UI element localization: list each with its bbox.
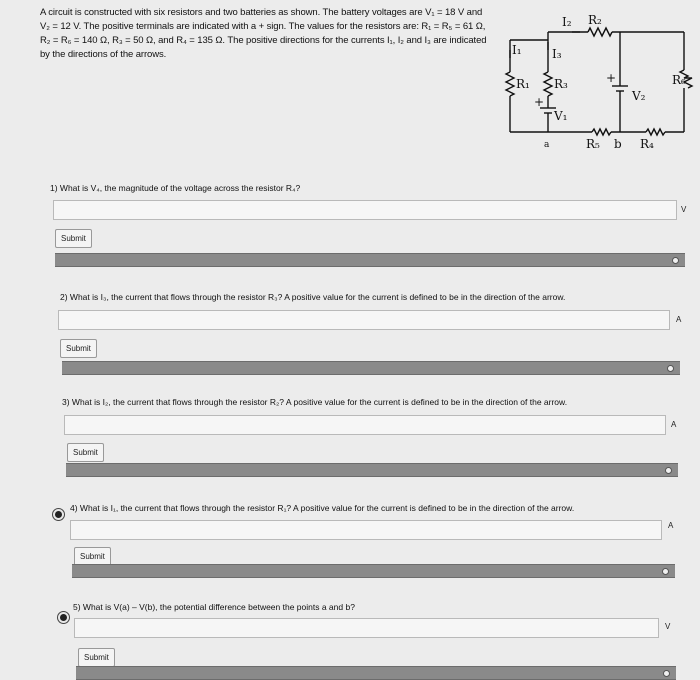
label-r3: R₃ xyxy=(554,77,568,91)
status-bar-4 xyxy=(72,564,675,578)
question-5-text: 5) What is V(a) – V(b), the potential difference between the points a and b? xyxy=(73,602,355,612)
resistor-r3 xyxy=(544,72,552,96)
status-dot-icon xyxy=(663,670,670,677)
answer-input-2[interactable] xyxy=(58,310,670,330)
status-bar-3 xyxy=(66,463,678,477)
label-r2: R₂ xyxy=(588,13,602,27)
unit-label-4: A xyxy=(668,521,674,530)
problem-statement: A circuit is constructed with six resistors and two batteries as shown. The battery voltages are V₁ = 18 V and V₂ = 12 V. The positive terminals are indicated with a + sign. The values for the resistors are: R₁ = R₅ = 61 Ω, R₂ = R₆ = 140 Ω, R₃ = 50 Ω, and R₄ = 135 Ω. The positive directions for the currents I₁, I₂ and I₃ are indicated by the directions of the arrows. xyxy=(40,7,487,60)
label-b: b xyxy=(614,137,622,151)
status-dot-icon xyxy=(667,365,674,372)
submit-button-1[interactable]: Submit xyxy=(55,229,92,248)
question-4-text: 4) What is I₁, the current that flows through the resistor R₁? A positive value for the current is defined to be in the direction of the arrow. xyxy=(70,503,575,513)
unit-label-5: V xyxy=(665,622,671,631)
label-i3: I₃ xyxy=(552,47,562,61)
label-v1: V₁ xyxy=(554,109,568,123)
status-dot-icon xyxy=(665,467,672,474)
question-1-text: 1) What is V₄, the magnitude of the voltage across the resistor R₄? xyxy=(50,183,301,193)
answer-input-3[interactable] xyxy=(64,415,666,435)
plus-v1: + xyxy=(534,95,545,109)
unit-label-2: A xyxy=(676,315,682,324)
submit-button-4[interactable]: Submit xyxy=(74,547,111,566)
label-r4: R₄ xyxy=(640,137,654,151)
plus-v2: + xyxy=(606,71,617,85)
unit-label-3: A xyxy=(671,420,677,429)
label-a: a xyxy=(544,140,550,150)
resistor-r2 xyxy=(588,28,612,36)
status-bar-1 xyxy=(55,253,685,267)
label-r6: R₆ xyxy=(672,73,686,87)
submit-button-5[interactable]: Submit xyxy=(78,648,115,667)
answer-input-4[interactable] xyxy=(70,520,662,540)
answer-input-1[interactable] xyxy=(53,200,677,220)
status-dot-icon xyxy=(672,257,679,264)
status-bar-5 xyxy=(76,666,676,680)
status-bar-2 xyxy=(62,361,680,375)
submit-button-2[interactable]: Submit xyxy=(60,339,97,358)
label-i1: I₁ xyxy=(512,43,522,57)
status-dot-icon xyxy=(662,568,669,575)
question-3-text: 3) What is I₂, the current that flows through the resistor R₂? A positive value for the current is defined to be in the direction of the arrow. xyxy=(62,397,568,407)
unit-label-1: V xyxy=(681,205,687,214)
label-v2: V₂ xyxy=(632,89,646,103)
circuit-diagram xyxy=(496,12,696,152)
resistor-r5 xyxy=(592,129,611,135)
question-bullet-icon xyxy=(58,612,69,623)
label-r1: R₁ xyxy=(516,77,530,91)
resistor-r4 xyxy=(646,129,665,135)
submit-button-3[interactable]: Submit xyxy=(67,443,104,462)
answer-input-5[interactable] xyxy=(74,618,659,638)
question-2-text: 2) What is I₃, the current that flows through the resistor R₃? A positive value for the current is defined to be in the direction of the arrow. xyxy=(60,292,566,302)
label-i2: I₂ xyxy=(562,15,572,29)
resistor-r1 xyxy=(506,72,514,96)
question-bullet-icon xyxy=(53,509,64,520)
label-r5: R₅ xyxy=(586,137,600,151)
